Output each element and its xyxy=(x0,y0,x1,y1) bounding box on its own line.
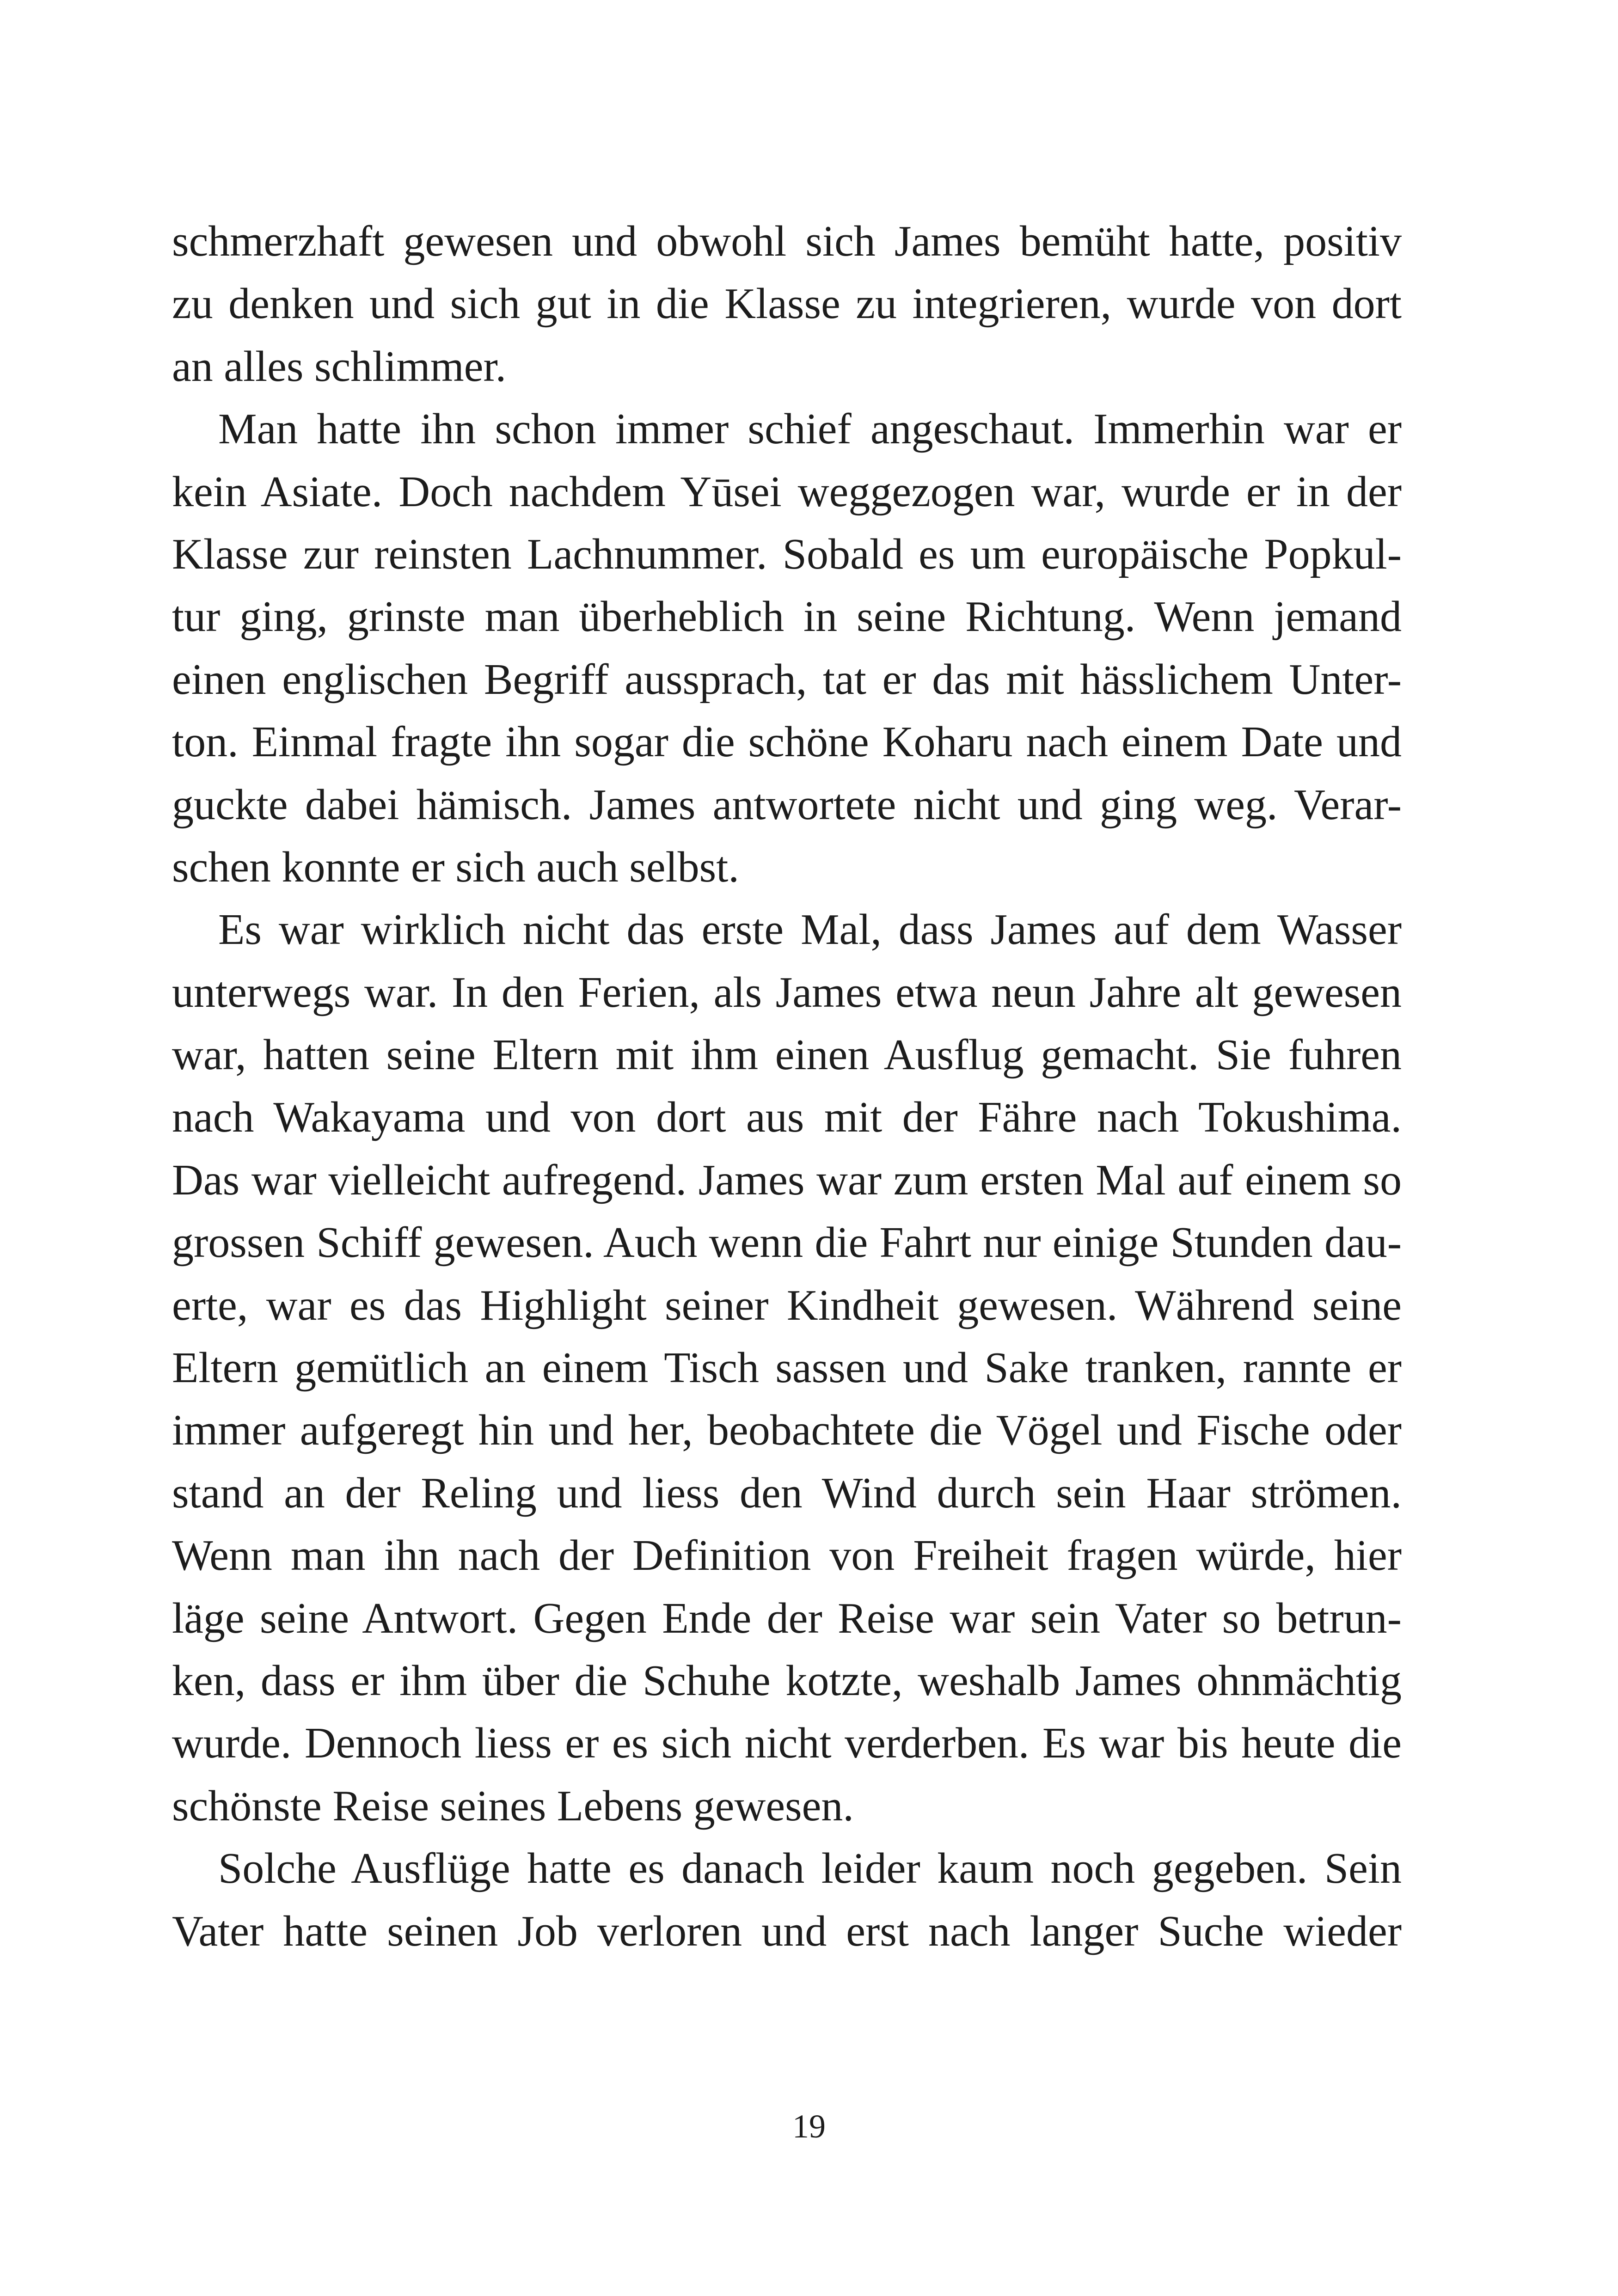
text-line: schmerzhaft gewesen und obwohl sich James bemüht hatte, positiv xyxy=(172,217,1402,265)
paragraph xyxy=(172,899,1402,1837)
paragraph xyxy=(172,210,1402,398)
text-line: ton. Einmal fragte ihn sogar die schöne Koharu nach einem Date und xyxy=(172,718,1402,766)
text-line: Wenn man ihn nach der Definition von Freiheit fragen würde, hier xyxy=(172,1531,1402,1580)
text-line: erte, war es das Highlight seiner Kindheit gewesen. Während seine xyxy=(172,1281,1402,1329)
paragraph xyxy=(172,1837,1402,1963)
text-line: grossen Schiff gewesen. Auch wenn die Fahrt nur einige Stunden dau- xyxy=(172,1218,1402,1267)
text-line: Klasse zur reinsten Lachnummer. Sobald es um europäische Popkul- xyxy=(172,530,1402,578)
text-line: kein Asiate. Doch nachdem Yūsei weggezogen war, wurde er in der xyxy=(172,467,1402,516)
text-line: Das war vielleicht aufregend. James war zum ersten Mal auf einem so xyxy=(172,1156,1402,1204)
body-text xyxy=(172,210,1402,1963)
text-line: läge seine Antwort. Gegen Ende der Reise war sein Vater so betrun- xyxy=(172,1594,1402,1642)
text-line: Man hatte ihn schon immer schief angeschaut. Immerhin war er xyxy=(218,405,1402,453)
text-line: Solche Ausflüge hatte es danach leider kaum noch gegeben. Sein xyxy=(218,1844,1402,1893)
text-line: unterwegs war. In den Ferien, als James etwa neun Jahre alt gewesen xyxy=(172,968,1402,1016)
text-line: stand an der Reling und liess den Wind durch sein Haar strömen. xyxy=(172,1469,1402,1517)
text-line: guckte dabei hämisch. James antwortete nicht und ging weg. Verar- xyxy=(172,780,1402,829)
text-line: schen konnte er sich auch selbst. xyxy=(172,843,739,891)
text-line: an alles schlimmer. xyxy=(172,342,507,391)
text-line: war, hatten seine Eltern mit ihm einen Ausflug gemacht. Sie fuhren xyxy=(172,1031,1402,1079)
text-line: tur ging, grinste man überheblich in seine Richtung. Wenn jemand xyxy=(172,593,1402,641)
text-line: nach Wakayama und von dort aus mit der Fähre nach Tokushima. xyxy=(172,1093,1402,1142)
text-line: wurde. Dennoch liess er es sich nicht verderben. Es war bis heute die xyxy=(172,1719,1402,1768)
text-line: ken, dass er ihm über die Schuhe kotzte, weshalb James ohnmächtig xyxy=(172,1656,1402,1705)
text-line: immer aufgeregt hin und her, beobachtete die Vögel und Fische oder xyxy=(172,1406,1402,1455)
text-line: schönste Reise seines Lebens gewesen. xyxy=(172,1782,854,1830)
text-line: einen englischen Begriff aussprach, tat er das mit hässlichem Unter- xyxy=(172,655,1402,704)
text-line: zu denken und sich gut in die Klasse zu integrieren, wurde von dort xyxy=(172,280,1402,328)
page-number: 19 xyxy=(792,2108,826,2145)
text-line: Es war wirklich nicht das erste Mal, dass James auf dem Wasser xyxy=(218,906,1402,954)
text-line: Vater hatte seinen Job verloren und erst nach langer Suche wieder xyxy=(172,1907,1402,1955)
text-line: Eltern gemütlich an einem Tisch sassen und Sake tranken, rannte er xyxy=(172,1344,1402,1392)
paragraph xyxy=(172,398,1402,899)
